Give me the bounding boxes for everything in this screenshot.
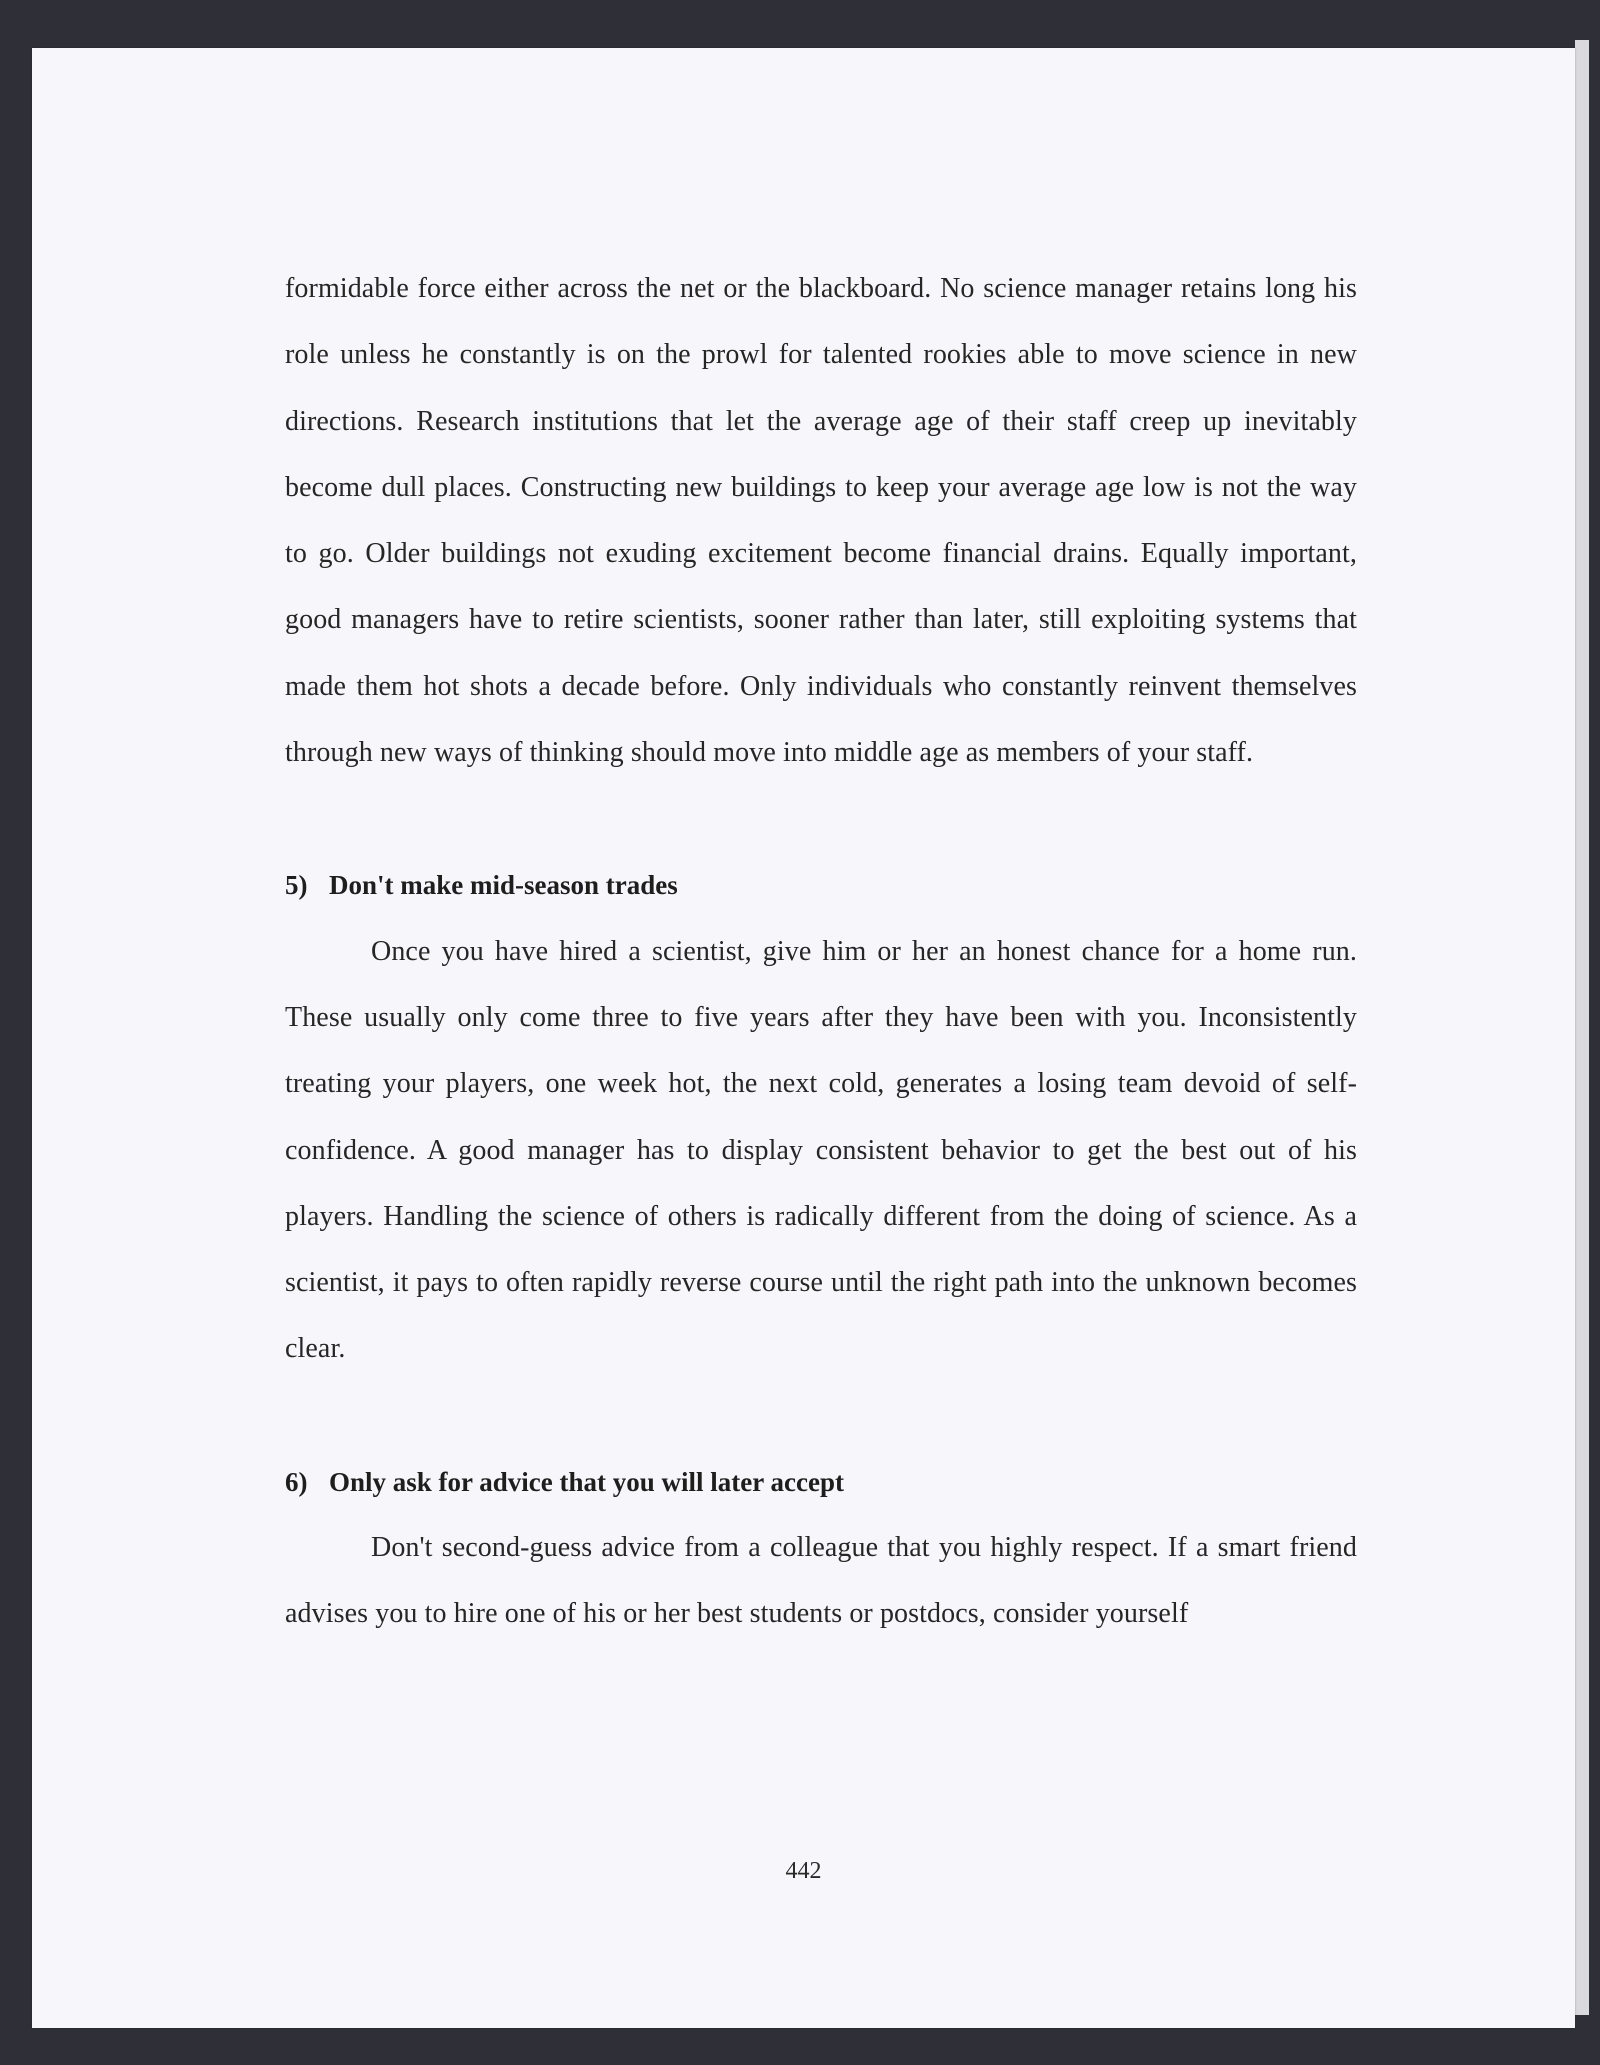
page-content bbox=[285, 256, 1357, 1648]
section-heading-5 bbox=[285, 852, 1357, 918]
section-spacer bbox=[285, 1383, 1357, 1449]
section-title-6: Only ask for advice that you will later accept bbox=[329, 1466, 844, 1497]
paragraph-continued: formidable force either across the net or the blackboard. No science manager retains long his role unless he constantly is on the prowl for talented rookies able to move science in new directions. Research institutions that let the average age of their staff creep up inevitably become dull places. Constructing new buildings to keep your average age low is not the way to go. Older buildings not exuding excitement become financial drains. Equally important, good managers have to retire scientists, sooner rather than later, still exploiting systems that made them hot shots a decade before. Only individuals who constantly reinvent themselves through new ways of thinking should move into middle age as members of your staff. bbox=[285, 273, 1357, 769]
section-number-6: 6) bbox=[285, 1466, 308, 1497]
section-title-5: Don't make mid-season trades bbox=[329, 870, 678, 901]
section-body-6: Don't second-guess advice from a colleague that you highly respect. If a smart friend advises you to hire one of his or her best students or postdocs, consider yourself bbox=[285, 1532, 1357, 1630]
document-page bbox=[32, 48, 1575, 2028]
section-heading-6 bbox=[285, 1449, 1357, 1515]
section-number-5: 5) bbox=[285, 870, 308, 901]
paper-edge bbox=[1575, 40, 1589, 2015]
section-spacer bbox=[285, 786, 1357, 852]
page-number: 442 bbox=[785, 1858, 822, 1884]
section-body-5: Once you have hired a scientist, give him or her an honest chance for a home run. These usually only come three to five years after they have been with you. Inconsistently treating your players, one week hot, the next cold, generates a losing team devoid of self-confidence. A good manager has to display consistent behavior to get the best out of his players. Handling the science of others is radically different from the doing of science. As a scientist, it pays to often rapidly reverse course until the right path into the unknown becomes clear. bbox=[285, 935, 1357, 1365]
